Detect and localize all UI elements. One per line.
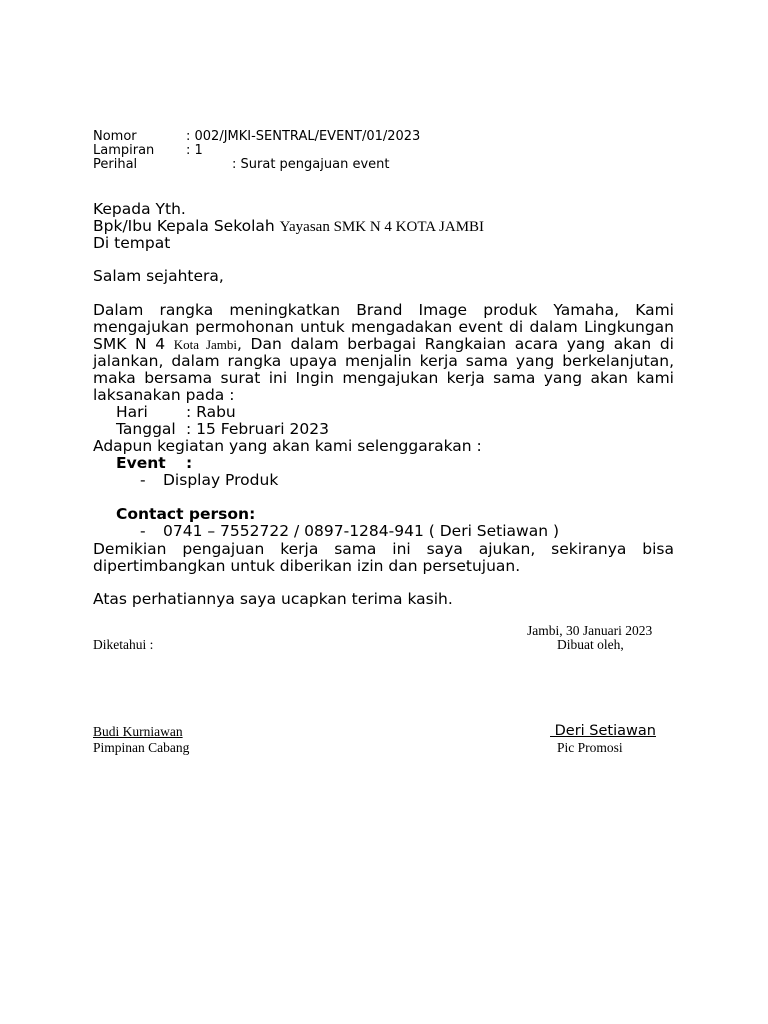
place-date: Jambi, 30 Januari 2023 bbox=[527, 623, 653, 638]
recipient-school: Yayasan SMK N 4 KOTA JAMBI bbox=[279, 219, 485, 235]
event-label: Event bbox=[116, 454, 166, 472]
paragraph-line-4: jalankan, dalam rangka upaya menjalin kerja sama yang berkelanjutan, bbox=[93, 352, 674, 370]
lampiran-value: : 1 bbox=[186, 143, 203, 158]
contact-bullet: - bbox=[140, 522, 146, 540]
left-signer-title: Pimpinan Cabang bbox=[93, 740, 190, 755]
closing-thanks: Atas perhatiannya saya ucapkan terima kasih. bbox=[93, 590, 453, 608]
right-caption: Dibuat oleh, bbox=[557, 637, 624, 652]
paragraph-line-6: laksanakan pada : bbox=[93, 386, 235, 404]
nomor-label: Nomor bbox=[93, 129, 137, 144]
greeting: Salam sejahtera, bbox=[93, 267, 224, 285]
contact-label: Contact person: bbox=[116, 505, 256, 523]
contact-value: 0741 – 7552722 / 0897-1284-941 ( Deri Setiawan ) bbox=[163, 522, 560, 540]
recipient-title: Bpk/Ibu Kepala Sekolah bbox=[93, 217, 280, 235]
right-signer-title: Pic Promosi bbox=[557, 740, 623, 755]
hari-label: Hari bbox=[116, 403, 148, 421]
paragraph-line-1: Dalam rangka meningkatkan Brand Image produk Yamaha, Kami bbox=[93, 301, 674, 319]
event-bullet: - bbox=[140, 471, 146, 489]
tanggal-value: : 15 Februari 2023 bbox=[186, 420, 329, 438]
paragraph-line-5: maka bersama surat ini Ingin mengajukan kerja sama yang akan kami bbox=[93, 369, 674, 387]
closing-line-2: dipertimbangkan untuk diberikan izin dan persetujuan. bbox=[93, 557, 521, 575]
left-signer-name: Budi Kurniawan bbox=[93, 724, 183, 739]
recipient-line-1: Kepada Yth. bbox=[93, 200, 186, 218]
activities-intro: Adapun kegiatan yang akan kami selenggarakan : bbox=[93, 437, 482, 455]
perihal-label: Perihal bbox=[93, 157, 138, 172]
paragraph-school: SMK N 4 bbox=[93, 335, 174, 353]
event-colon: : bbox=[186, 454, 193, 472]
hari-value: : Rabu bbox=[186, 403, 236, 421]
event-item: Display Produk bbox=[163, 471, 279, 489]
lampiran-label: Lampiran bbox=[93, 143, 155, 158]
nomor-value: : 002/JMKI-SENTRAL/EVENT/01/2023 bbox=[186, 129, 421, 144]
left-caption: Diketahui : bbox=[93, 637, 154, 652]
paragraph-line-2: mengajukan permohonan untuk mengadakan event di dalam Lingkungan bbox=[93, 318, 674, 336]
perihal-value: : Surat pengajuan event bbox=[232, 157, 390, 172]
paragraph-city: Kota Jambi bbox=[173, 337, 237, 352]
tanggal-label: Tanggal bbox=[116, 420, 176, 438]
paragraph-line-3-rest: , Dan dalam berbagai Rangkaian acara yang akan di bbox=[237, 335, 674, 353]
closing-line-1: Demikian pengajuan kerja sama ini saya ajukan, sekiranya bisa bbox=[93, 540, 674, 558]
right-signer-name: Deri Setiawan bbox=[550, 723, 656, 739]
recipient-line-3: Di tempat bbox=[93, 234, 171, 252]
